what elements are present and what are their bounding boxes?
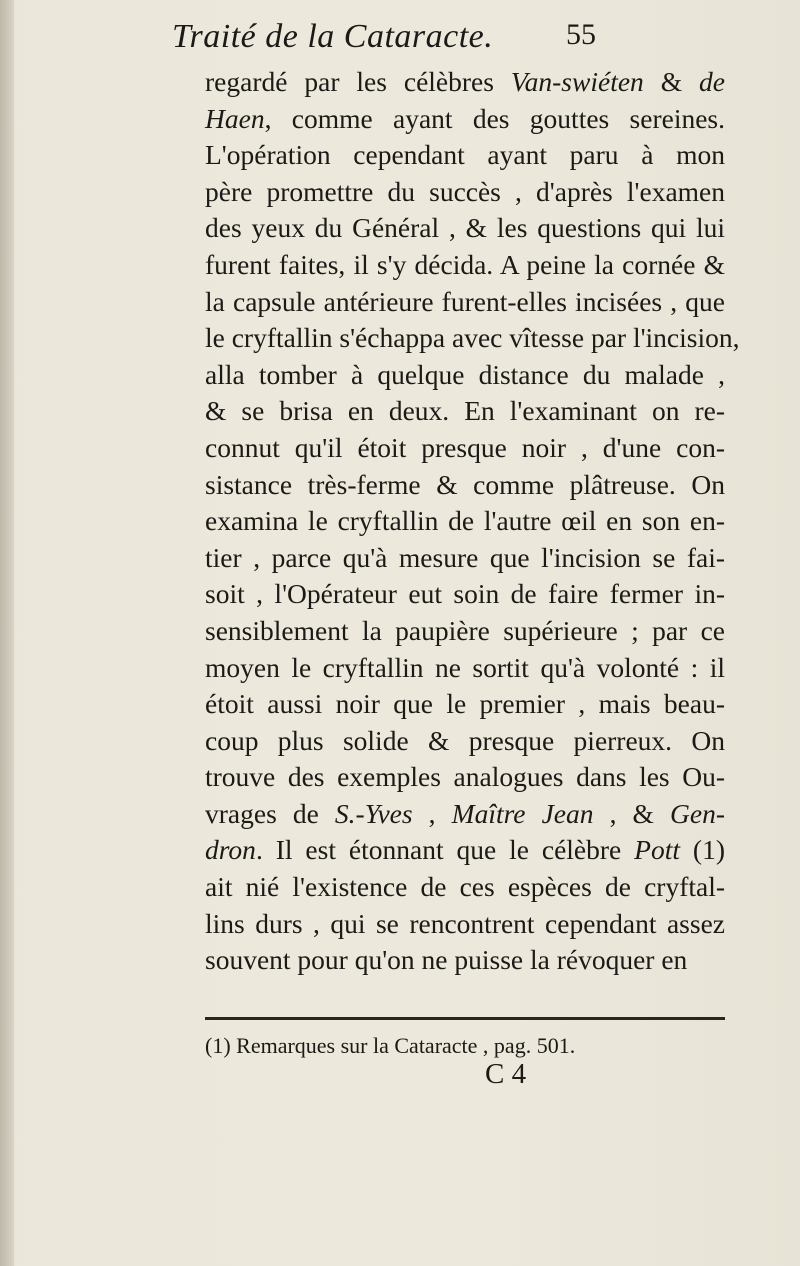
text-run: L'opération cependant ayant paru à mon	[205, 139, 725, 171]
italic-text-run: Haen	[205, 102, 265, 134]
text-run: vrages de	[205, 797, 335, 829]
text-run: trouve des exemples analogues dans les Ou-	[205, 761, 725, 793]
text-run: regardé par les célèbres	[205, 66, 511, 97]
italic-text-run: Gen-	[670, 797, 726, 829]
text-line	[205, 723, 725, 760]
text-run: souvent pour qu'on ne puisse la révoquer en	[205, 944, 688, 976]
text-run: & se brisa en deux. En l'examinant on re-	[205, 395, 725, 427]
text-line	[205, 284, 725, 321]
footnote: (1) Remarques sur la Cataracte , pag. 501.	[205, 1033, 576, 1058]
text-run: lins durs , qui se rencontrent cependant assez	[205, 907, 725, 939]
text-line	[205, 137, 725, 174]
footnote-rule	[205, 1017, 725, 1020]
text-run: des yeux du Général , & les questions qui lui	[205, 212, 725, 244]
text-run: furent faites, il s'y décida. A peine la cornée &	[205, 248, 725, 280]
page-header	[0, 18, 800, 62]
text-run: sistance très-ferme & comme plâtreuse. On	[205, 468, 725, 500]
text-run: le cryftallin s'échappa avec vîtesse par l'incision,	[205, 322, 740, 354]
page-number: 55	[566, 18, 596, 51]
text-run: alla tomber à quelque distance du malade ,	[205, 358, 725, 390]
italic-text-run: Pott	[634, 834, 681, 866]
text-run: &	[643, 66, 700, 97]
text-line	[205, 320, 740, 357]
text-run: tier , parce qu'à mesure que l'incision se fai-	[205, 541, 725, 573]
text-run: ait nié l'existence de ces espèces de cryftal-	[205, 871, 725, 903]
text-line	[205, 467, 725, 504]
text-run: soit , l'Opérateur eut soin de faire fermer in-	[205, 578, 725, 610]
text-line	[205, 540, 725, 577]
text-run: , comme ayant des gouttes sereines.	[264, 102, 725, 134]
text-run: la capsule antérieure furent-elles incisées , que	[205, 285, 725, 317]
text-run: . Il est étonnant que le célèbre	[255, 834, 635, 866]
text-line	[205, 942, 725, 979]
italic-text-run: dron	[205, 834, 256, 866]
text-line	[205, 613, 725, 650]
text-line	[205, 796, 725, 833]
text-run: (1)	[680, 834, 725, 866]
text-line	[205, 503, 725, 540]
text-line	[205, 210, 725, 247]
signature-mark: C 4	[485, 1058, 527, 1090]
text-run: sensiblement la paupière supérieure ; par ce	[205, 614, 725, 646]
running-title: Traité de la Cataracte.	[172, 18, 494, 55]
text-line	[205, 686, 725, 723]
text-run: examina le cryftallin de l'autre œil en son en-	[205, 505, 725, 537]
text-line	[205, 174, 725, 211]
text-run: coup plus solide & presque pierreux. On	[205, 724, 725, 756]
text-run: moyen le cryftallin ne sortit qu'à volonté : il	[205, 651, 725, 683]
text-line	[205, 906, 725, 943]
italic-text-run: S.-Yves	[334, 797, 413, 829]
text-line	[205, 650, 725, 687]
text-line	[205, 64, 725, 101]
italic-text-run: de	[699, 66, 726, 97]
text-line	[205, 357, 725, 394]
text-line	[205, 869, 725, 906]
text-line	[205, 393, 725, 430]
text-run: ,	[412, 797, 452, 829]
text-line	[205, 101, 725, 138]
text-line	[205, 832, 725, 869]
text-line	[205, 759, 725, 796]
italic-text-run: Maître Jean	[451, 797, 594, 829]
text-run: père promettre du succès , d'après l'examen	[205, 175, 725, 207]
body-text	[205, 64, 740, 979]
text-line	[205, 247, 725, 284]
text-line	[205, 576, 725, 613]
text-line	[205, 430, 725, 467]
text-run: connut qu'il étoit presque noir , d'une con-	[205, 431, 725, 463]
page-gutter	[0, 0, 14, 1266]
text-run: étoit aussi noir que le premier , mais beau-	[205, 688, 725, 720]
text-run: , &	[593, 797, 671, 829]
italic-text-run: Van-swiéten	[510, 66, 644, 97]
